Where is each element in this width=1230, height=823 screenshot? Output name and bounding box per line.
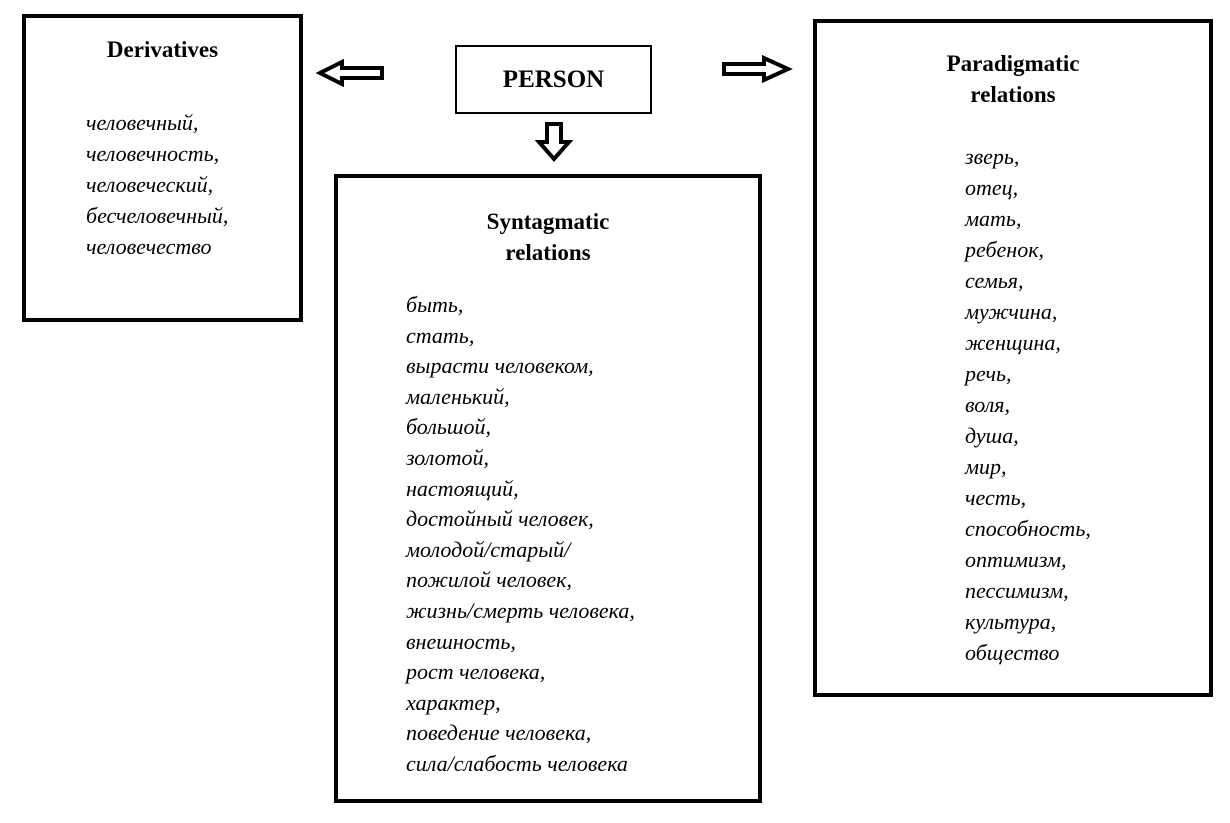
list-item: сила/слабость человека — [406, 750, 628, 776]
list-item: пожилой человек, — [406, 567, 572, 593]
arrow-right-icon — [722, 56, 790, 82]
list-item: рост человека, — [406, 659, 546, 685]
syntagmatic-title-line1: Syntagmatic — [486, 209, 610, 234]
paradigmatic-list — [965, 141, 1091, 668]
list-item: настоящий, — [406, 475, 519, 501]
list-item: золотой, — [406, 444, 489, 470]
list-item: пессимизм, — [965, 578, 1069, 603]
list-item: поведение человека, — [406, 720, 592, 746]
list-item: бесчеловечный, — [86, 203, 229, 228]
list-item: внешность, — [406, 628, 516, 654]
list-item: человеческий, — [86, 172, 214, 197]
list-item: отец, — [965, 175, 1019, 200]
list-item: человечество — [86, 234, 212, 259]
list-item: оптимизм, — [965, 547, 1067, 572]
list-item: способность, — [965, 516, 1091, 541]
arrow-left-icon — [318, 60, 384, 86]
list-item: быть, — [406, 292, 464, 317]
list-item: душа, — [965, 423, 1019, 448]
person-label: PERSON — [502, 66, 605, 93]
list-item: ребенок, — [965, 237, 1045, 262]
derivatives-list — [86, 107, 228, 262]
list-item: молодой/старый/ — [406, 536, 571, 562]
list-item: общество — [965, 640, 1060, 665]
arrow-down-icon — [536, 122, 572, 162]
list-item: мать, — [965, 206, 1022, 231]
list-item: речь, — [965, 361, 1012, 386]
list-item: большой, — [406, 414, 491, 440]
list-item: человечный, — [86, 110, 199, 135]
list-item: характер, — [406, 689, 501, 715]
list-item: культура, — [965, 609, 1057, 634]
list-item: мужчина, — [965, 299, 1058, 324]
syntagmatic-title-line2: relations — [505, 240, 591, 265]
list-item: женщина, — [965, 330, 1061, 355]
paradigmatic-title — [817, 48, 1209, 110]
person-box — [455, 45, 652, 114]
list-item: достойный человек, — [406, 506, 594, 532]
list-item: честь, — [965, 485, 1027, 510]
paradigmatic-title-line1: Paradigmatic — [946, 51, 1080, 76]
list-item: воля, — [965, 392, 1011, 417]
list-item: стать, — [406, 322, 475, 348]
list-item: человечность, — [86, 141, 220, 166]
derivatives-title: Derivatives — [106, 37, 219, 62]
syntagmatic-title — [338, 206, 758, 268]
list-item: зверь, — [965, 144, 1020, 169]
paradigmatic-box — [813, 19, 1213, 697]
syntagmatic-box — [334, 174, 762, 803]
list-item: семья, — [965, 268, 1024, 293]
list-item: маленький, — [406, 383, 510, 409]
list-item: мир, — [965, 454, 1007, 479]
syntagmatic-list — [406, 290, 635, 780]
list-item: жизнь/смерть человека, — [406, 597, 635, 623]
paradigmatic-title-line2: relations — [970, 82, 1056, 107]
list-item: вырасти человеком, — [406, 353, 594, 379]
derivatives-box — [22, 14, 303, 322]
